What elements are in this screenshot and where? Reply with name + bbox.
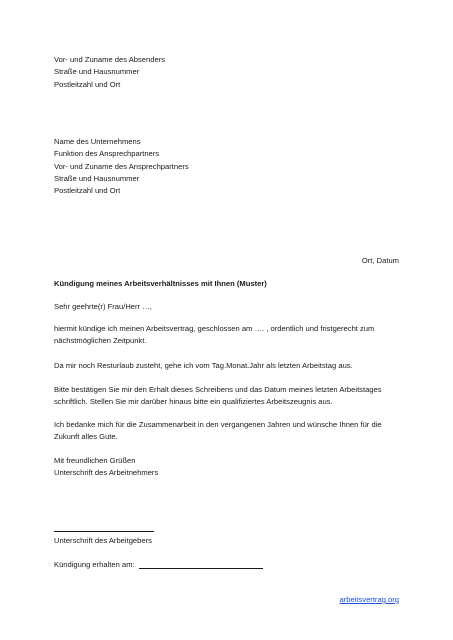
body-line: Da mir noch Resturlaub zusteht, gehe ich vom Tag.Monat.Jahr als letzten Arbeitstag aus. <box>54 361 353 370</box>
body-paragraph-vacation <box>54 360 414 372</box>
body-paragraph-thanks <box>54 419 414 444</box>
closing <box>54 455 414 480</box>
recipient-contact-role: Funktion des Ansprechpartners <box>54 149 160 159</box>
body-line: schriftlich. Stellen Sie mir darüber hinaus bitte ein qualifiziertes Arbeitszeugnis aus. <box>54 397 333 407</box>
body-line: Zukunft alles Gute. <box>54 432 118 442</box>
greeting-text: Sehr geehrte(r) Frau/Herr …, <box>54 302 152 311</box>
body-line: Ich bedanke mich für die Zusammenarbeit in den vergangenen Jahren und wünsche Ihnen für die <box>54 420 382 429</box>
recipient-city: Postleitzahl und Ort <box>54 186 121 196</box>
body-paragraph-termination <box>54 323 414 348</box>
employee-signature-label: Unterschrift des Arbeitnehmers <box>54 468 159 478</box>
footer-link[interactable]: arbeitsvertrag.org <box>339 595 399 604</box>
sender-address <box>54 54 414 91</box>
sender-city: Postleitzahl und Ort <box>54 79 121 89</box>
employer-signature-label: Unterschrift des Arbeitgebers <box>54 536 152 545</box>
body-line: hiermit kündige ich meinen Arbeitsvertrag, geschlossen am …. , ordentlich und fristgerecht zum <box>54 324 375 333</box>
greeting <box>54 301 414 313</box>
recipient-contact-name: Vor- und Zuname des Ansprechpartners <box>54 161 189 171</box>
body-line: Bitte bestätigen Sie mir den Erhalt dieses Schreibens und das Datum meines letzten Arbeitstages <box>54 385 382 394</box>
closing-salutation: Mit freundlichen Grüßen <box>54 456 136 465</box>
received-on-field <box>54 559 263 571</box>
received-on-label: Kündigung erhalten am: <box>54 560 135 569</box>
received-on-blank-line <box>139 568 263 569</box>
recipient-company: Name des Unternehmens <box>54 137 141 146</box>
sender-name: Vor- und Zuname des Absenders <box>54 55 166 64</box>
body-line: nächstmöglichen Zeitpunkt. <box>54 336 147 346</box>
place-date: Ort, Datum <box>361 256 399 265</box>
recipient-street: Straße und Hausnummer <box>54 173 140 183</box>
letter-subject: Kündigung meines Arbeitsverhältnisses mit Ihnen (Muster) <box>54 279 267 288</box>
employer-signature-line <box>54 531 154 532</box>
recipient-address <box>54 136 414 197</box>
body-paragraph-confirmation <box>54 384 414 409</box>
sender-street: Straße und Hausnummer <box>54 67 140 77</box>
